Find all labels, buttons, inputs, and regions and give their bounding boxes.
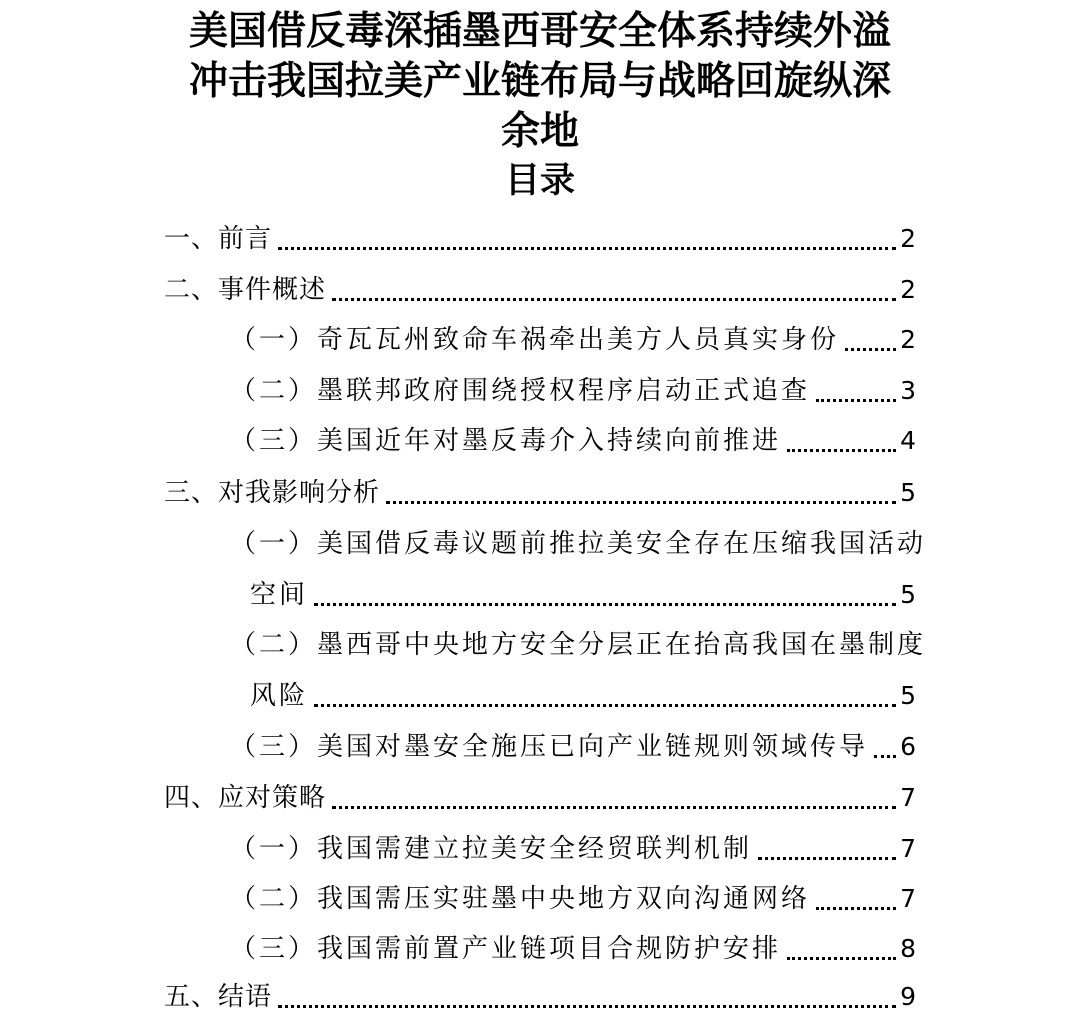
toc-dot-leader (787, 957, 896, 960)
toc-entry-continuation-text: 风险 (250, 681, 309, 711)
document-title-line-3: 余地 (500, 108, 579, 154)
toc-page-number: 2 (900, 275, 916, 304)
toc-entry-3-2-continuation[interactable] (250, 676, 916, 716)
toc-dot-leader (816, 399, 896, 402)
toc-page-number: 5 (900, 580, 916, 609)
toc-page-number: 4 (900, 426, 916, 455)
toc-dot-leader (874, 755, 896, 758)
toc-entry-text: （二）我国需压实驻墨中央地方双向沟通网络 (230, 884, 811, 914)
document-title-line-2: 冲击我国拉美产业链布局与战略回旋纵深 (188, 58, 891, 104)
toc-heading: 目录 (504, 161, 575, 201)
toc-page-number: 7 (900, 783, 916, 812)
toc-entry-preface[interactable] (164, 219, 916, 259)
toc-entry-impact-analysis[interactable] (164, 473, 916, 513)
toc-entry-text: （三）美国对墨安全施压已向产业链规则领域传导 (230, 732, 869, 762)
toc-entry-4-2[interactable] (230, 879, 916, 919)
toc-page-number: 5 (900, 681, 916, 710)
toc-page-number: 5 (900, 478, 916, 507)
toc-entry-text: 二、事件概述 (164, 275, 327, 305)
toc-dot-leader (278, 1005, 896, 1008)
toc-entry-countermeasures[interactable] (164, 778, 916, 818)
toc-entry-text: （二）墨联邦政府围绕授权程序启动正式追查 (230, 376, 811, 406)
toc-dot-leader (386, 501, 896, 504)
toc-entry-text: （三）我国需前置产业链项目合规防护安排 (230, 934, 782, 964)
toc-entry-3-1-continuation[interactable] (250, 575, 916, 615)
toc-page-number: 7 (900, 884, 916, 913)
toc-page-number: 6 (900, 732, 916, 761)
toc-entry-text: 一、前言 (164, 224, 273, 254)
toc-page-number: 2 (900, 325, 916, 354)
toc-entry-text: （一）奇瓦瓦州致命车祸牵出美方人员真实身份 (230, 325, 840, 355)
toc-dot-leader (332, 298, 896, 301)
toc-entry-text: 三、对我影响分析 (164, 478, 381, 508)
toc-dot-leader (845, 348, 896, 351)
toc-dot-leader (758, 857, 896, 860)
document-title-line-1: 美国借反毒深插墨西哥安全体系持续外溢 (188, 8, 891, 54)
toc-entry-conclusion[interactable] (164, 977, 916, 1017)
toc-entry-3-2[interactable] (230, 625, 927, 665)
toc-page-number: 2 (900, 224, 916, 253)
toc-entry-continuation-text: 空间 (250, 580, 309, 610)
toc-page-number: 7 (900, 834, 916, 863)
toc-page-number: 9 (900, 982, 916, 1011)
toc-entry-4-3[interactable] (230, 929, 916, 969)
toc-entry-4-1[interactable] (230, 829, 916, 869)
toc-entry-text: 四、应对策略 (164, 783, 327, 813)
toc-entry-2-1[interactable] (230, 320, 916, 360)
toc-dot-leader (314, 704, 896, 707)
toc-dot-leader (787, 449, 896, 452)
toc-entry-text: 五、结语 (164, 982, 273, 1012)
toc-page-number: 3 (900, 376, 916, 405)
toc-entry-event-overview[interactable] (164, 270, 916, 310)
toc-dot-leader (332, 806, 896, 809)
toc-entry-2-3[interactable] (230, 421, 916, 461)
toc-entry-3-1[interactable] (230, 524, 927, 564)
toc-entry-text: （三）美国近年对墨反毒介入持续向前推进 (230, 426, 782, 456)
toc-page-number: 8 (900, 934, 916, 963)
toc-dot-leader (278, 247, 896, 250)
toc-entry-text: （一）美国借反毒议题前推拉美安全存在压缩我国活动 (230, 529, 927, 559)
toc-dot-leader (314, 603, 896, 606)
toc-entry-3-3[interactable] (230, 727, 916, 767)
toc-entry-2-2[interactable] (230, 371, 916, 411)
toc-entry-text: （二）墨西哥中央地方安全分层正在抬高我国在墨制度 (230, 630, 927, 660)
toc-dot-leader (816, 907, 896, 910)
toc-entry-text: （一）我国需建立拉美安全经贸联判机制 (230, 834, 753, 864)
